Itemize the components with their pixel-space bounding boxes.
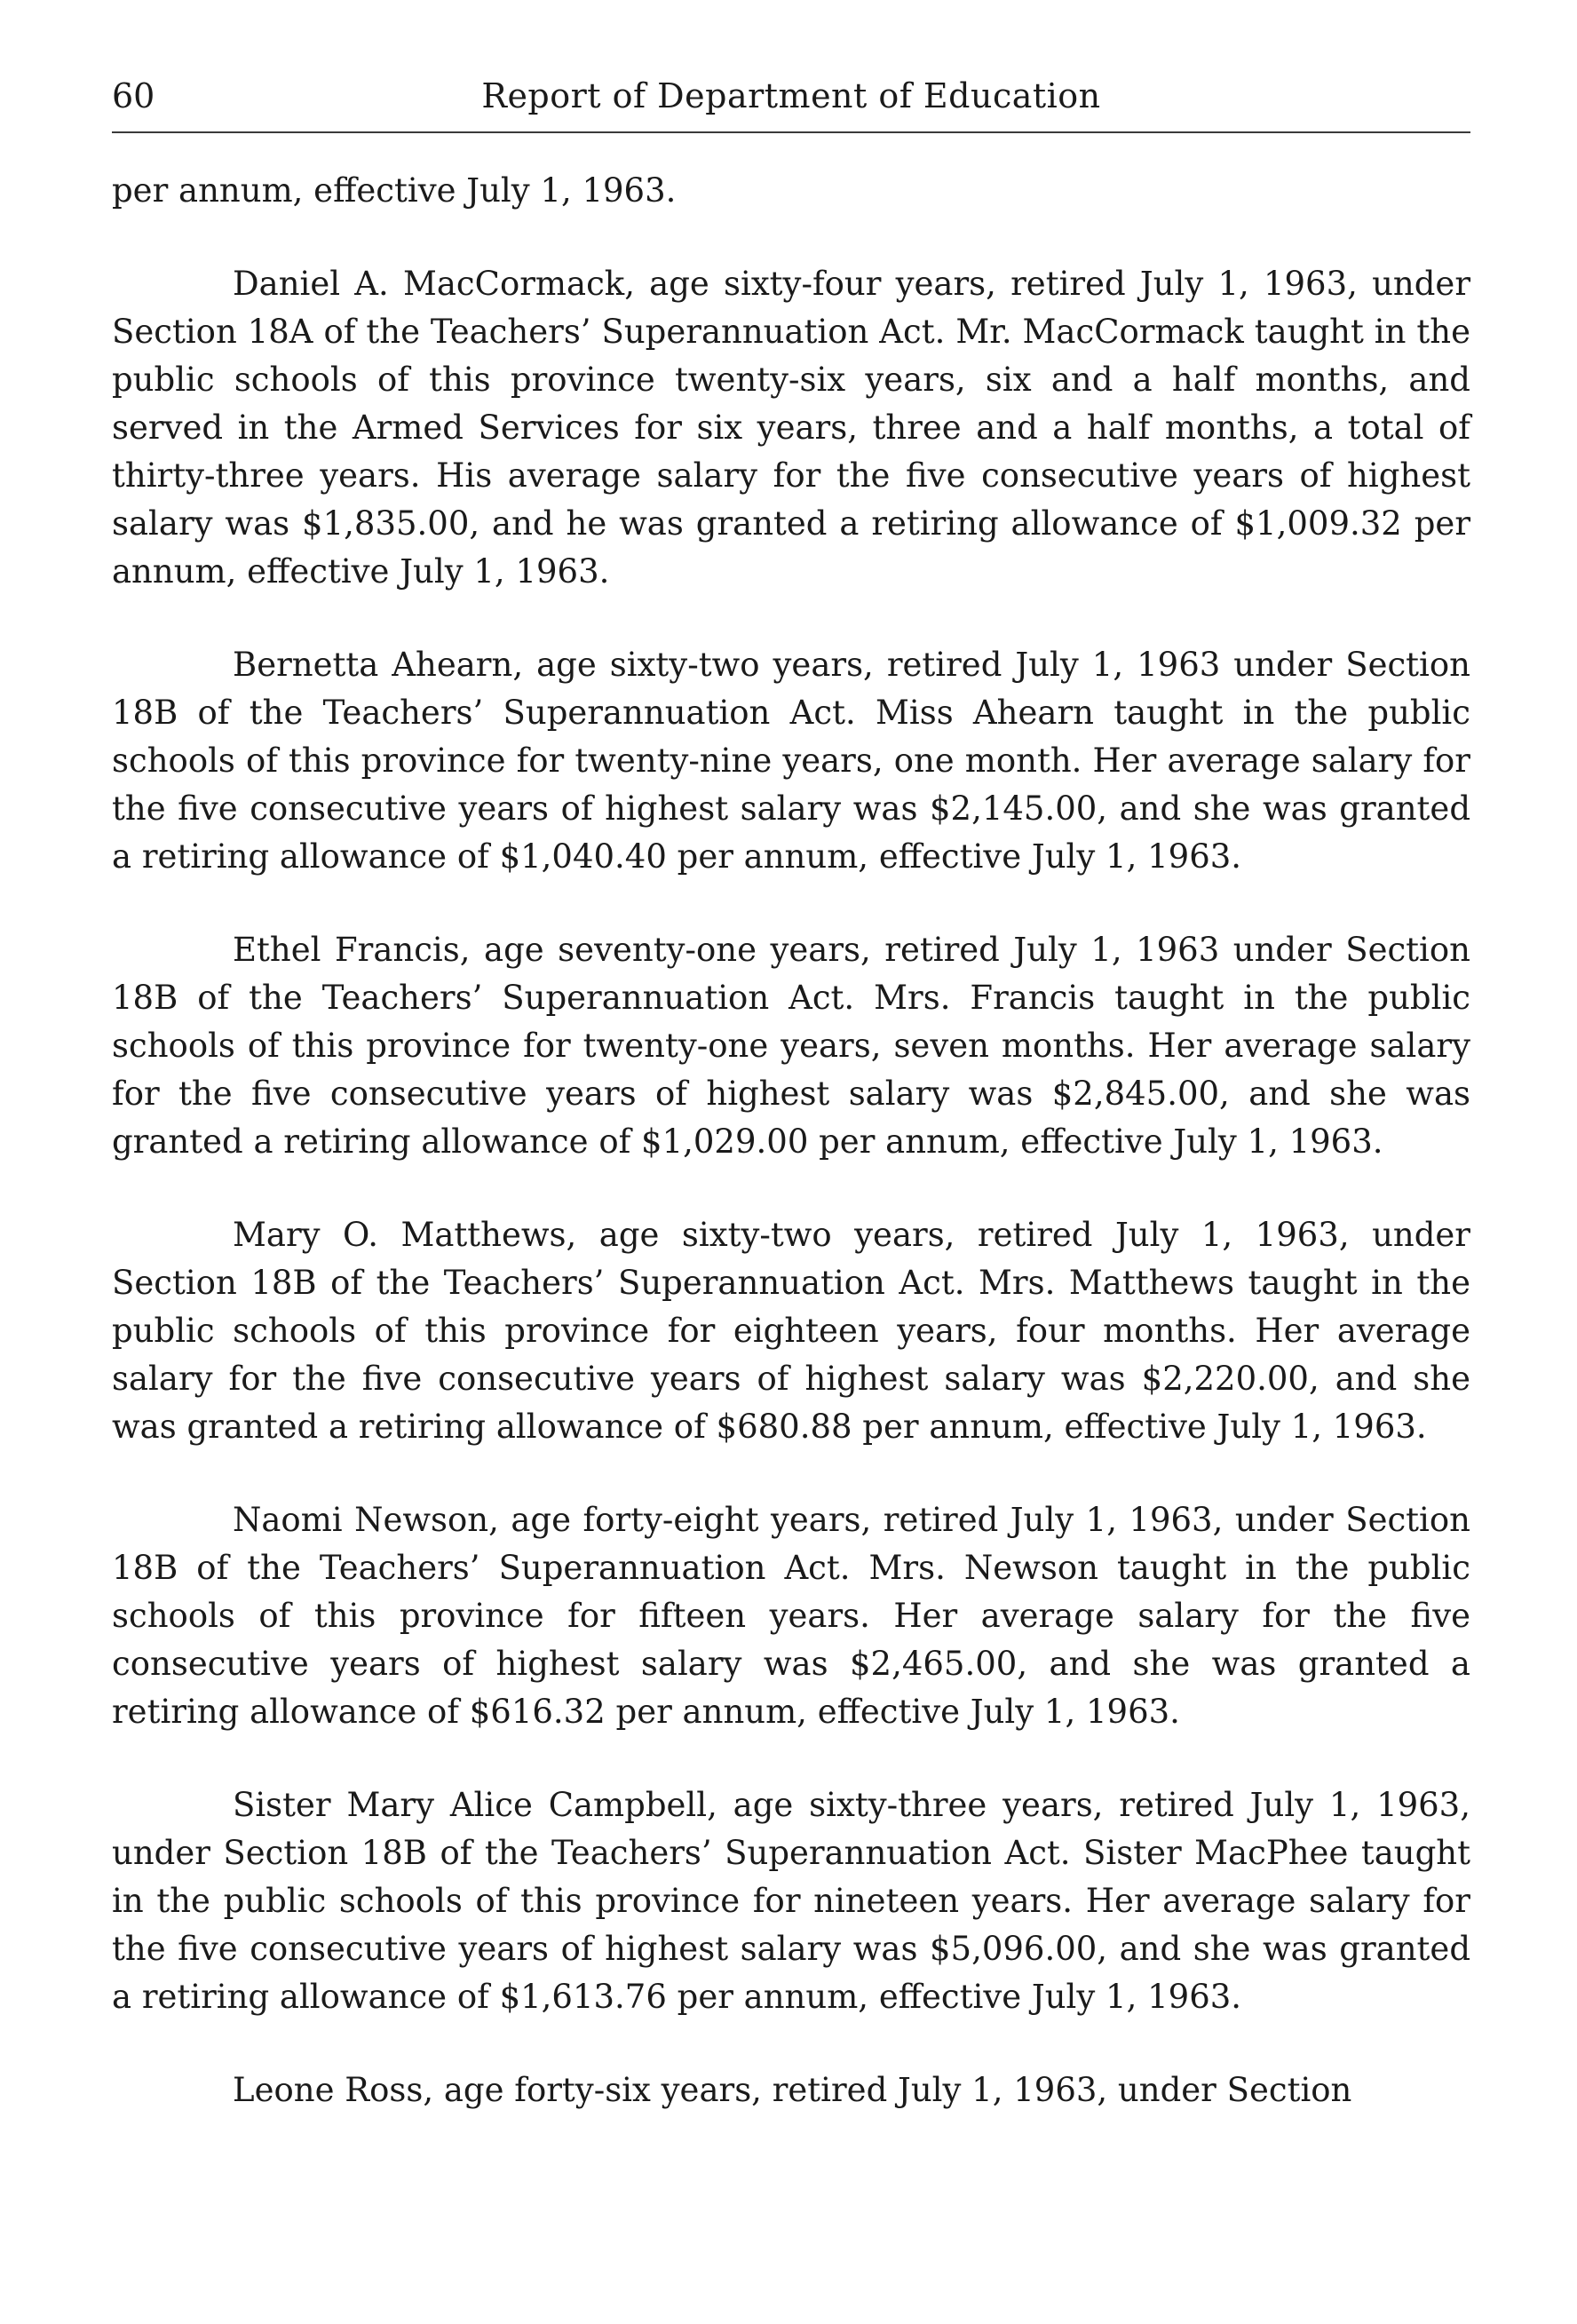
paragraph-continuation: per annum, effective July 1, 1963.	[112, 171, 677, 210]
paragraph-campbell: Sister Mary Alice Campbell, age sixty-three years, retired July 1, 1963, under Section 18B of the Teachers’ Superannuation Act. Sister MacPhee taught in the public schools of this province for nineteen years. Her average salary for the five consecutive years of highest salary was $5,096.00, and she was granted a retiring allowance of $1,613.76 per annum, effective July 1, 1963.	[112, 1786, 1470, 2016]
paragraph-ahearn: Bernetta Ahearn, age sixty-two years, retired July 1, 1963 under Section 18B of the Teachers’ Superannuation Act. Miss Ahearn taught in the public schools of this province for twenty-nine years, one month. Her average salary for the five consecutive years of highest salary was $2,145.00, and she was granted a retiring allowance of $1,040.40 per annum, effective July 1, 1963.	[112, 646, 1470, 876]
paragraph-francis: Ethel Francis, age seventy-one years, retired July 1, 1963 under Section 18B of the Teachers’ Superannuation Act. Mrs. Francis taught in the public schools of this province for twenty-one years, seven months. Her average salary for the five consecutive years of highest salary was $2,845.00, and she was granted a retiring allowance of $1,029.00 per annum, effective July 1, 1963.	[112, 931, 1470, 1161]
running-title: Report of Department of Education	[481, 76, 1101, 115]
body-text	[112, 167, 1470, 2114]
paragraph-maccormack: Daniel A. MacCormack, age sixty-four years, retired July 1, 1963, under Section 18A of the Teachers’ Superannuation Act. Mr. MacCormack taught in the public schools of this province twenty-six years, six and a half months, and served in the Armed Services for six years, three and a half months, a total of thirty-three years. His average salary for the five consecutive years of highest salary was $1,835.00, and he was granted a retiring allowance of $1,009.32 per annum, effective July 1, 1963.	[112, 265, 1470, 591]
paragraph-newson: Naomi Newson, age forty-eight years, retired July 1, 1963, under Section 18B of the Teachers’ Superannuation Act. Mrs. Newson taught in the public schools of this province for fifteen years. Her average salary for the five consecutive years of highest salary was $2,465.00, and she was granted a retiring allowance of $616.32 per annum, effective July 1, 1963.	[112, 1501, 1470, 1731]
paragraph-matthews: Mary O. Matthews, age sixty-two years, retired July 1, 1963, under Section 18B of the Teachers’ Superannuation Act. Mrs. Matthews taught in the public schools of this province for eighteen years, four months. Her average salary for the five consecutive years of highest salary was $2,220.00, and she was granted a retiring allowance of $680.88 per annum, effective July 1, 1963.	[112, 1216, 1470, 1446]
paragraph-ross: Leone Ross, age forty-six years, retired July 1, 1963, under Section	[233, 2071, 1352, 2109]
page-number: 60	[112, 76, 155, 115]
page-header	[112, 69, 1470, 133]
